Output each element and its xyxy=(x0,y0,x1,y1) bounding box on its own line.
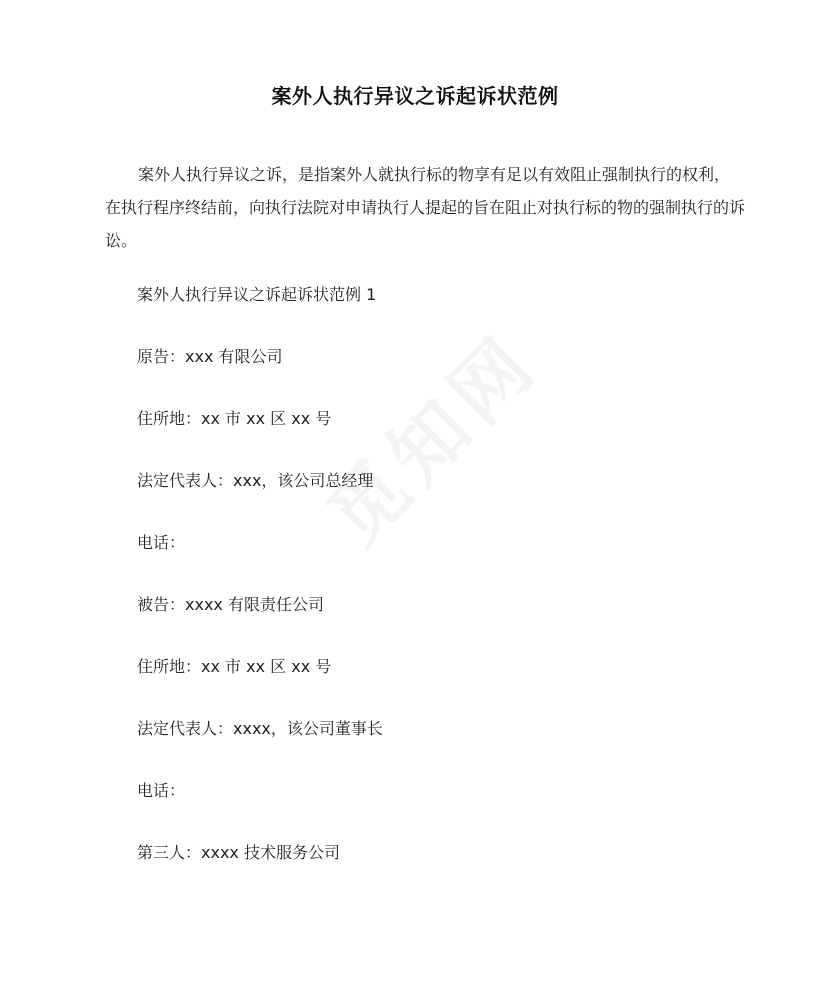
plaintiff-phone-line: 电话： xyxy=(137,533,186,552)
third-party-line: 第三人：xxxx 技术服务公司 xyxy=(137,843,340,862)
plaintiff-line: 原告：xxx 有限公司 xyxy=(137,347,283,366)
document-title: 案外人执行异议之诉起诉状范例 xyxy=(271,84,559,108)
section-heading: 案外人执行异议之诉起诉状范例 1 xyxy=(137,285,377,304)
defendant-representative-line: 法定代表人：xxxx，该公司董事长 xyxy=(137,719,383,738)
plaintiff-address-line: 住所地：xx 市 xx 区 xx 号 xyxy=(137,409,332,428)
watermark: 觅知网 xyxy=(310,316,556,562)
defendant-phone-line: 电话： xyxy=(137,781,186,800)
plaintiff-representative-line: 法定代表人：xxx，该公司总经理 xyxy=(137,471,374,490)
defendant-line: 被告：xxxx 有限责任公司 xyxy=(137,595,324,614)
intro-paragraph: 案外人执行异议之诉，是指案外人就执行标的物享有足以有效阻止强制执行的权利，在执行程序终结前，向执行法院对申请执行人提起的旨在阻止对执行标的物的强制执行的诉讼。 xyxy=(105,165,746,250)
defendant-address-line: 住所地：xx 市 xx 区 xx 号 xyxy=(137,657,332,676)
